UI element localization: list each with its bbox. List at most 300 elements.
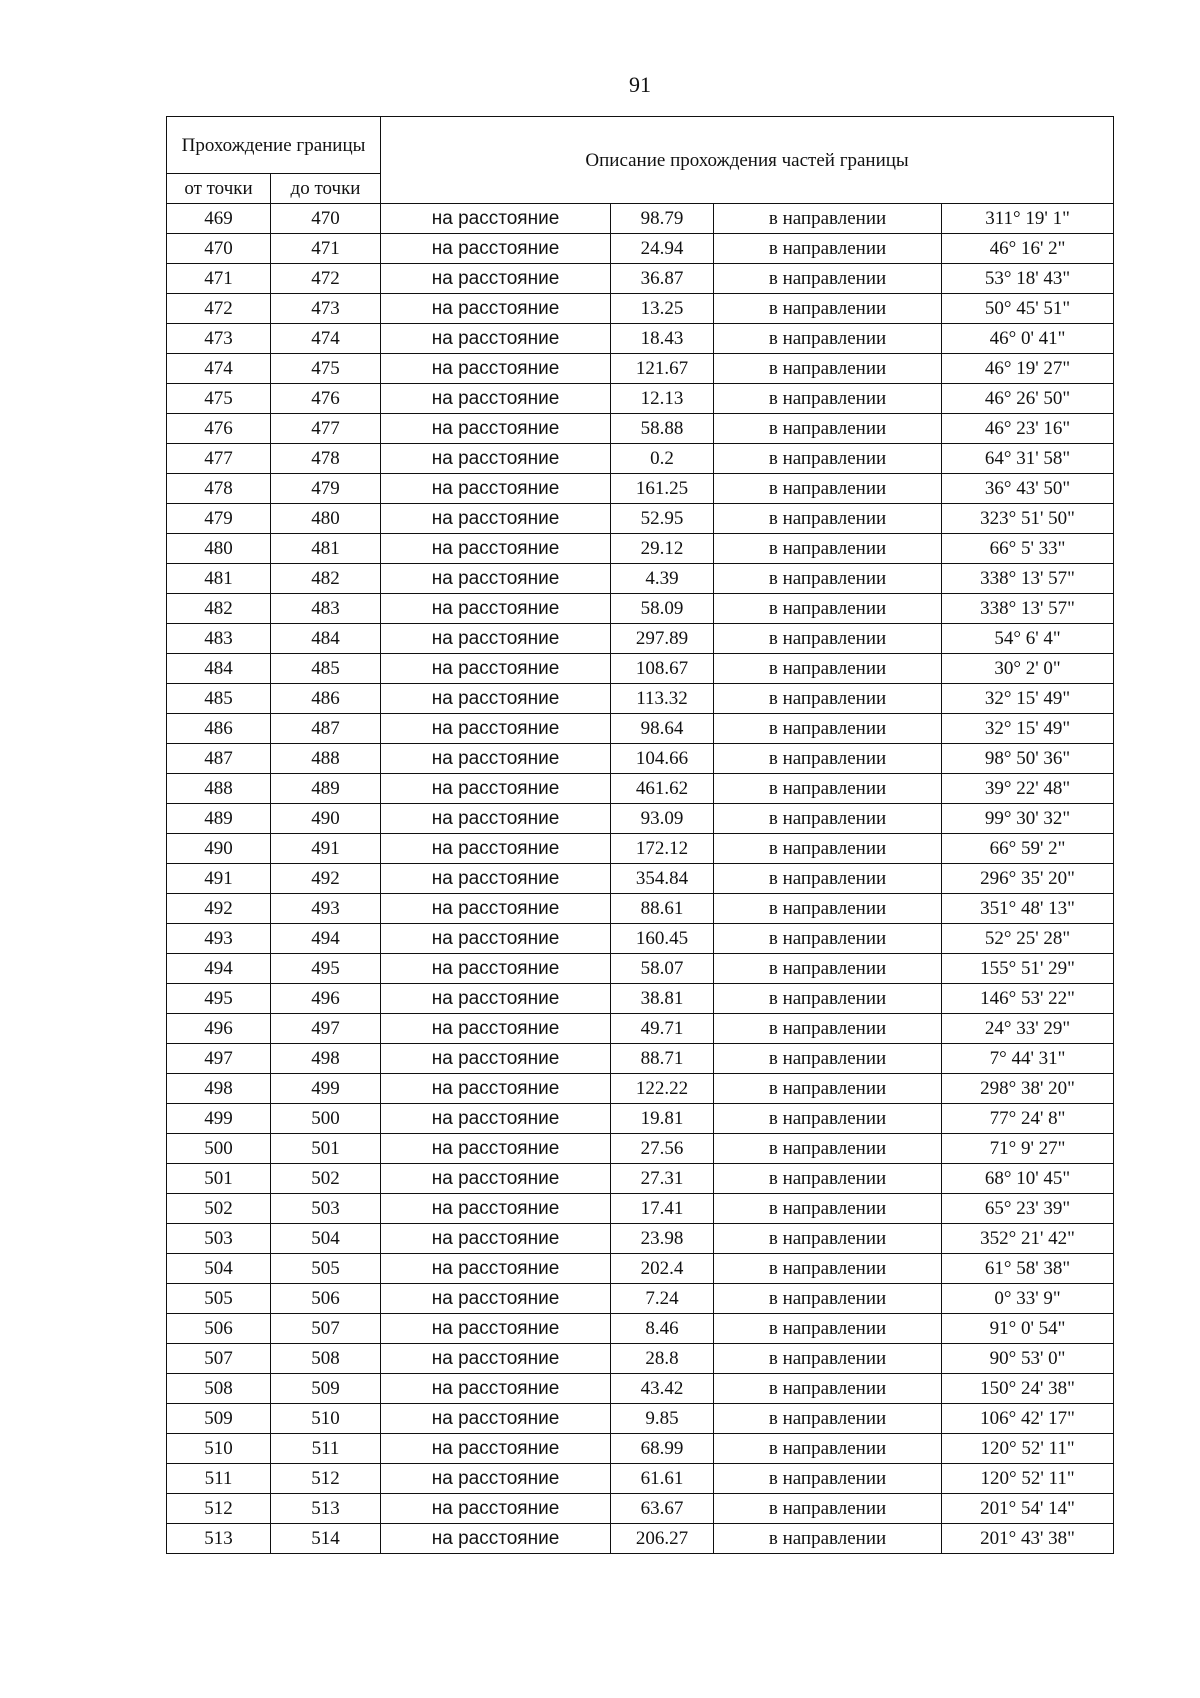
table-row [167,324,1114,354]
direction-angle-cell: 32° 15' 49" [942,684,1114,714]
direction-angle-cell: 46° 23' 16" [942,414,1114,444]
from-point-cell: 470 [167,234,271,264]
distance-value-cell: 19.81 [611,1104,714,1134]
distance-label-cell: на расстояние [381,1524,611,1554]
distance-label-cell: на расстояние [381,1014,611,1044]
distance-label-cell: на расстояние [381,1104,611,1134]
table-row [167,1014,1114,1044]
distance-label-cell: на расстояние [381,1164,611,1194]
distance-value-cell: 206.27 [611,1524,714,1554]
distance-value-cell: 354.84 [611,864,714,894]
direction-angle-cell: 91° 0' 54" [942,1314,1114,1344]
direction-label-cell: в направлении [714,504,942,534]
from-point-cell: 472 [167,294,271,324]
header-to-point: до точки [271,174,381,204]
from-point-cell: 471 [167,264,271,294]
direction-angle-cell: 90° 53' 0" [942,1344,1114,1374]
distance-value-cell: 98.64 [611,714,714,744]
direction-label-cell: в направлении [714,1434,942,1464]
direction-label-cell: в направлении [714,684,942,714]
to-point-cell: 505 [271,1254,381,1284]
to-point-cell: 487 [271,714,381,744]
direction-angle-cell: 323° 51' 50" [942,504,1114,534]
distance-label-cell: на расстояние [381,654,611,684]
table-row [167,564,1114,594]
from-point-cell: 510 [167,1434,271,1464]
direction-angle-cell: 311° 19' 1" [942,204,1114,234]
from-point-cell: 501 [167,1164,271,1194]
distance-label-cell: на расстояние [381,984,611,1014]
table-row [167,624,1114,654]
direction-label-cell: в направлении [714,1104,942,1134]
direction-angle-cell: 30° 2' 0" [942,654,1114,684]
direction-label-cell: в направлении [714,204,942,234]
distance-label-cell: на расстояние [381,354,611,384]
direction-angle-cell: 36° 43' 50" [942,474,1114,504]
distance-label-cell: на расстояние [381,954,611,984]
table-row [167,684,1114,714]
from-point-cell: 497 [167,1044,271,1074]
table-row [167,414,1114,444]
from-point-cell: 474 [167,354,271,384]
distance-value-cell: 8.46 [611,1314,714,1344]
direction-label-cell: в направлении [714,654,942,684]
to-point-cell: 513 [271,1494,381,1524]
from-point-cell: 500 [167,1134,271,1164]
to-point-cell: 491 [271,834,381,864]
distance-value-cell: 7.24 [611,1284,714,1314]
direction-angle-cell: 46° 0' 41" [942,324,1114,354]
from-point-cell: 477 [167,444,271,474]
table-row [167,1164,1114,1194]
direction-label-cell: в направлении [714,864,942,894]
direction-angle-cell: 338° 13' 57" [942,564,1114,594]
distance-label-cell: на расстояние [381,384,611,414]
direction-label-cell: в направлении [714,624,942,654]
table-row [167,654,1114,684]
table-row [167,1494,1114,1524]
direction-angle-cell: 53° 18' 43" [942,264,1114,294]
to-point-cell: 514 [271,1524,381,1554]
to-point-cell: 511 [271,1434,381,1464]
direction-angle-cell: 39° 22' 48" [942,774,1114,804]
to-point-cell: 484 [271,624,381,654]
table-row [167,474,1114,504]
direction-label-cell: в направлении [714,774,942,804]
direction-label-cell: в направлении [714,534,942,564]
direction-angle-cell: 98° 50' 36" [942,744,1114,774]
direction-angle-cell: 46° 26' 50" [942,384,1114,414]
to-point-cell: 500 [271,1104,381,1134]
to-point-cell: 495 [271,954,381,984]
to-point-cell: 488 [271,744,381,774]
from-point-cell: 490 [167,834,271,864]
to-point-cell: 483 [271,594,381,624]
distance-label-cell: на расстояние [381,324,611,354]
distance-value-cell: 23.98 [611,1224,714,1254]
direction-angle-cell: 54° 6' 4" [942,624,1114,654]
direction-angle-cell: 99° 30' 32" [942,804,1114,834]
distance-label-cell: на расстояние [381,774,611,804]
distance-label-cell: на расстояние [381,1464,611,1494]
to-point-cell: 482 [271,564,381,594]
distance-label-cell: на расстояние [381,474,611,504]
to-point-cell: 486 [271,684,381,714]
to-point-cell: 497 [271,1014,381,1044]
direction-label-cell: в направлении [714,984,942,1014]
to-point-cell: 485 [271,654,381,684]
direction-label-cell: в направлении [714,294,942,324]
direction-label-cell: в направлении [714,414,942,444]
table-row [167,864,1114,894]
direction-label-cell: в направлении [714,354,942,384]
distance-value-cell: 63.67 [611,1494,714,1524]
direction-angle-cell: 155° 51' 29" [942,954,1114,984]
direction-label-cell: в направлении [714,384,942,414]
from-point-cell: 509 [167,1404,271,1434]
to-point-cell: 473 [271,294,381,324]
table-row [167,984,1114,1014]
table-row [167,444,1114,474]
to-point-cell: 508 [271,1344,381,1374]
direction-angle-cell: 120° 52' 11" [942,1464,1114,1494]
distance-value-cell: 93.09 [611,804,714,834]
table-row [167,354,1114,384]
direction-angle-cell: 61° 58' 38" [942,1254,1114,1284]
from-point-cell: 488 [167,774,271,804]
distance-label-cell: на расстояние [381,744,611,774]
to-point-cell: 501 [271,1134,381,1164]
from-point-cell: 487 [167,744,271,774]
table-row [167,1194,1114,1224]
direction-label-cell: в направлении [714,564,942,594]
from-point-cell: 473 [167,324,271,354]
table-row [167,384,1114,414]
to-point-cell: 470 [271,204,381,234]
distance-value-cell: 0.2 [611,444,714,474]
from-point-cell: 496 [167,1014,271,1044]
direction-label-cell: в направлении [714,1494,942,1524]
from-point-cell: 505 [167,1284,271,1314]
direction-label-cell: в направлении [714,804,942,834]
distance-value-cell: 29.12 [611,534,714,564]
from-point-cell: 480 [167,534,271,564]
table-row [167,234,1114,264]
direction-angle-cell: 0° 33' 9" [942,1284,1114,1314]
from-point-cell: 503 [167,1224,271,1254]
distance-value-cell: 24.94 [611,234,714,264]
distance-value-cell: 113.32 [611,684,714,714]
distance-label-cell: на расстояние [381,234,611,264]
table-row [167,1344,1114,1374]
table-row [167,834,1114,864]
distance-label-cell: на расстояние [381,204,611,234]
table-row [167,1524,1114,1554]
distance-label-cell: на расстояние [381,1374,611,1404]
from-point-cell: 479 [167,504,271,534]
distance-value-cell: 58.09 [611,594,714,624]
from-point-cell: 482 [167,594,271,624]
distance-value-cell: 43.42 [611,1374,714,1404]
distance-label-cell: на расстояние [381,1434,611,1464]
distance-label-cell: на расстояние [381,1134,611,1164]
to-point-cell: 509 [271,1374,381,1404]
table-row [167,204,1114,234]
distance-value-cell: 160.45 [611,924,714,954]
from-point-cell: 494 [167,954,271,984]
direction-label-cell: в направлении [714,954,942,984]
direction-angle-cell: 201° 43' 38" [942,1524,1114,1554]
direction-label-cell: в направлении [714,1284,942,1314]
distance-label-cell: на расстояние [381,1494,611,1524]
direction-label-cell: в направлении [714,1464,942,1494]
direction-angle-cell: 120° 52' 11" [942,1434,1114,1464]
from-point-cell: 481 [167,564,271,594]
direction-label-cell: в направлении [714,1254,942,1284]
from-point-cell: 485 [167,684,271,714]
distance-value-cell: 121.67 [611,354,714,384]
from-point-cell: 491 [167,864,271,894]
to-point-cell: 479 [271,474,381,504]
distance-value-cell: 38.81 [611,984,714,1014]
from-point-cell: 506 [167,1314,271,1344]
direction-angle-cell: 7° 44' 31" [942,1044,1114,1074]
table-row [167,1134,1114,1164]
to-point-cell: 494 [271,924,381,954]
direction-label-cell: в направлении [714,1524,942,1554]
direction-label-cell: в направлении [714,264,942,294]
direction-angle-cell: 46° 19' 27" [942,354,1114,384]
table-row [167,1374,1114,1404]
from-point-cell: 493 [167,924,271,954]
direction-label-cell: в направлении [714,924,942,954]
table-row [167,1284,1114,1314]
distance-value-cell: 104.66 [611,744,714,774]
direction-angle-cell: 298° 38' 20" [942,1074,1114,1104]
distance-label-cell: на расстояние [381,1284,611,1314]
distance-value-cell: 88.71 [611,1044,714,1074]
table-row [167,924,1114,954]
to-point-cell: 499 [271,1074,381,1104]
direction-label-cell: в направлении [714,474,942,504]
distance-label-cell: на расстояние [381,684,611,714]
table-row [167,264,1114,294]
table-row [167,594,1114,624]
to-point-cell: 490 [271,804,381,834]
distance-value-cell: 36.87 [611,264,714,294]
distance-value-cell: 52.95 [611,504,714,534]
distance-value-cell: 13.25 [611,294,714,324]
to-point-cell: 492 [271,864,381,894]
to-point-cell: 476 [271,384,381,414]
table-row [167,294,1114,324]
to-point-cell: 472 [271,264,381,294]
from-point-cell: 499 [167,1104,271,1134]
direction-label-cell: в направлении [714,1194,942,1224]
distance-value-cell: 27.31 [611,1164,714,1194]
direction-angle-cell: 50° 45' 51" [942,294,1114,324]
header-boundary-passage: Прохождение границы [167,117,381,174]
from-point-cell: 512 [167,1494,271,1524]
distance-value-cell: 28.8 [611,1344,714,1374]
direction-angle-cell: 66° 5' 33" [942,534,1114,564]
to-point-cell: 481 [271,534,381,564]
distance-label-cell: на расстояние [381,624,611,654]
direction-label-cell: в направлении [714,1164,942,1194]
distance-label-cell: на расстояние [381,264,611,294]
distance-label-cell: на расстояние [381,1224,611,1254]
table-body [167,204,1114,1554]
distance-label-cell: на расстояние [381,1314,611,1344]
distance-value-cell: 49.71 [611,1014,714,1044]
header-description: Описание прохождения частей границы [381,117,1114,204]
table-row [167,1314,1114,1344]
distance-label-cell: на расстояние [381,804,611,834]
direction-angle-cell: 71° 9' 27" [942,1134,1114,1164]
direction-angle-cell: 46° 16' 2" [942,234,1114,264]
table-row [167,1404,1114,1434]
table-row [167,714,1114,744]
distance-value-cell: 68.99 [611,1434,714,1464]
direction-angle-cell: 150° 24' 38" [942,1374,1114,1404]
direction-label-cell: в направлении [714,894,942,924]
direction-angle-cell: 24° 33' 29" [942,1014,1114,1044]
distance-value-cell: 61.61 [611,1464,714,1494]
distance-label-cell: на расстояние [381,564,611,594]
table-row [167,1074,1114,1104]
direction-label-cell: в направлении [714,594,942,624]
distance-value-cell: 297.89 [611,624,714,654]
distance-label-cell: на расстояние [381,444,611,474]
distance-label-cell: на расстояние [381,834,611,864]
table-row [167,1464,1114,1494]
distance-label-cell: на расстояние [381,414,611,444]
table-row [167,744,1114,774]
from-point-cell: 513 [167,1524,271,1554]
table-row [167,894,1114,924]
distance-value-cell: 58.07 [611,954,714,984]
direction-angle-cell: 64° 31' 58" [942,444,1114,474]
direction-angle-cell: 65° 23' 39" [942,1194,1114,1224]
direction-angle-cell: 52° 25' 28" [942,924,1114,954]
to-point-cell: 507 [271,1314,381,1344]
to-point-cell: 477 [271,414,381,444]
direction-angle-cell: 338° 13' 57" [942,594,1114,624]
direction-label-cell: в направлении [714,714,942,744]
distance-value-cell: 88.61 [611,894,714,924]
from-point-cell: 476 [167,414,271,444]
direction-label-cell: в направлении [714,324,942,354]
direction-label-cell: в направлении [714,1344,942,1374]
direction-angle-cell: 296° 35' 20" [942,864,1114,894]
from-point-cell: 498 [167,1074,271,1104]
from-point-cell: 495 [167,984,271,1014]
distance-label-cell: на расстояние [381,294,611,324]
table-row [167,954,1114,984]
direction-angle-cell: 77° 24' 8" [942,1104,1114,1134]
distance-value-cell: 9.85 [611,1404,714,1434]
from-point-cell: 502 [167,1194,271,1224]
to-point-cell: 489 [271,774,381,804]
distance-value-cell: 108.67 [611,654,714,684]
direction-label-cell: в направлении [714,744,942,774]
distance-label-cell: на расстояние [381,504,611,534]
table-row [167,1434,1114,1464]
distance-value-cell: 58.88 [611,414,714,444]
from-point-cell: 511 [167,1464,271,1494]
distance-label-cell: на расстояние [381,1344,611,1374]
distance-value-cell: 27.56 [611,1134,714,1164]
direction-label-cell: в направлении [714,1314,942,1344]
to-point-cell: 474 [271,324,381,354]
from-point-cell: 489 [167,804,271,834]
distance-value-cell: 12.13 [611,384,714,414]
direction-label-cell: в направлении [714,834,942,864]
distance-value-cell: 98.79 [611,204,714,234]
distance-value-cell: 17.41 [611,1194,714,1224]
from-point-cell: 507 [167,1344,271,1374]
distance-label-cell: на расстояние [381,1404,611,1434]
direction-angle-cell: 68° 10' 45" [942,1164,1114,1194]
from-point-cell: 484 [167,654,271,684]
to-point-cell: 478 [271,444,381,474]
table-row [167,1254,1114,1284]
table-row [167,1224,1114,1254]
direction-label-cell: в направлении [714,1404,942,1434]
header-from-point: от точки [167,174,271,204]
to-point-cell: 502 [271,1164,381,1194]
direction-angle-cell: 106° 42' 17" [942,1404,1114,1434]
direction-label-cell: в направлении [714,1374,942,1404]
to-point-cell: 496 [271,984,381,1014]
table-row [167,804,1114,834]
to-point-cell: 493 [271,894,381,924]
direction-label-cell: в направлении [714,1134,942,1164]
from-point-cell: 504 [167,1254,271,1284]
to-point-cell: 498 [271,1044,381,1074]
to-point-cell: 510 [271,1404,381,1434]
distance-label-cell: на расстояние [381,534,611,564]
distance-label-cell: на расстояние [381,1254,611,1284]
direction-label-cell: в направлении [714,234,942,264]
table-row [167,1104,1114,1134]
table-row [167,534,1114,564]
table-row [167,774,1114,804]
to-point-cell: 506 [271,1284,381,1314]
direction-label-cell: в направлении [714,1044,942,1074]
distance-value-cell: 202.4 [611,1254,714,1284]
page-number: 91 [629,72,651,97]
to-point-cell: 512 [271,1464,381,1494]
distance-label-cell: на расстояние [381,594,611,624]
to-point-cell: 475 [271,354,381,384]
table-row [167,1044,1114,1074]
direction-label-cell: в направлении [714,1074,942,1104]
direction-label-cell: в направлении [714,1224,942,1254]
from-point-cell: 508 [167,1374,271,1404]
from-point-cell: 478 [167,474,271,504]
table-row [167,504,1114,534]
boundary-table [166,116,1114,1554]
to-point-cell: 504 [271,1224,381,1254]
to-point-cell: 480 [271,504,381,534]
distance-value-cell: 18.43 [611,324,714,354]
distance-label-cell: на расстояние [381,1194,611,1224]
direction-angle-cell: 66° 59' 2" [942,834,1114,864]
from-point-cell: 486 [167,714,271,744]
from-point-cell: 492 [167,894,271,924]
direction-angle-cell: 201° 54' 14" [942,1494,1114,1524]
